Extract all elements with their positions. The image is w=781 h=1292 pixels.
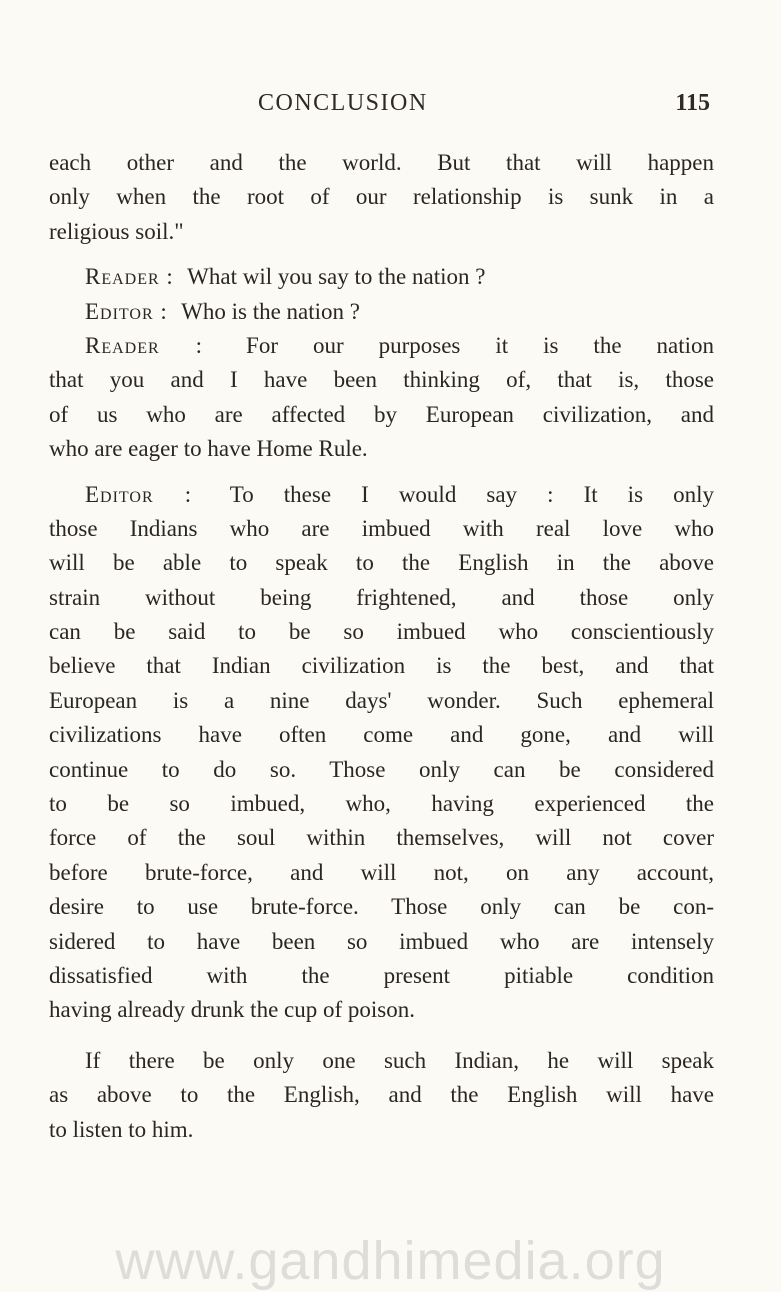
speaker-label: Reader : <box>85 264 174 290</box>
text-line: those Indians who are imbued with real love who <box>49 515 714 541</box>
dialogue-text: To these I would say : It is only <box>229 481 714 507</box>
page-header <box>0 86 781 122</box>
running-head: CONCLUSION <box>258 90 428 116</box>
text-line: before brute-force, and will not, on any account, <box>49 859 714 885</box>
dialogue-line <box>49 329 714 363</box>
text-line: sidered to have been so imbued who are intensely <box>49 928 714 954</box>
text-line: believe that Indian civilization is the best, and that <box>49 653 714 679</box>
body-text <box>49 146 714 1147</box>
text-line: to be so imbued, who, having experienced the <box>49 791 714 817</box>
speaker-label: Editor : <box>85 481 193 507</box>
dialogue-line <box>49 260 714 294</box>
text-line: will be able to speak to the English in the above <box>49 550 714 576</box>
closing-paragraph <box>49 1044 714 1147</box>
speaker-label: Reader : <box>85 332 204 358</box>
paragraph-spacer <box>49 249 714 260</box>
dialogue-line <box>49 478 714 512</box>
text-line: who are eager to have Home Rule. <box>49 436 368 462</box>
website-watermark: www.gandhimedia.org <box>115 1231 666 1291</box>
text-line: force of the soul within themselves, will not cover <box>49 825 714 851</box>
paragraph-spacer <box>49 1028 714 1044</box>
text-line: desire to use brute-force. Those only can be con- <box>49 894 714 920</box>
text-line: can be said to be so imbued who conscientiously <box>49 619 714 645</box>
text-line: having already drunk the cup of poison. <box>49 997 415 1023</box>
dialogue-reader-question <box>49 260 714 294</box>
dialogue-text: Who is the nation ? <box>181 298 360 324</box>
dialogue-editor-answer <box>49 478 714 1028</box>
text-line: dissatisfied with the present pitiable condition <box>49 962 714 988</box>
text-line: as above to the English, and the English will have <box>49 1082 714 1108</box>
speaker-label: Editor : <box>85 298 168 324</box>
text-line: of us who are affected by European civilization, and <box>49 401 714 427</box>
text-line: each other and the world. But that will happen <box>49 150 714 175</box>
text-line: civilizations have often come and gone, and will <box>49 722 714 748</box>
page-number: 115 <box>675 90 710 116</box>
text-line: continue to do so. Those only can be considered <box>49 756 714 782</box>
text-line: to listen to him. <box>49 1116 194 1142</box>
text-line: religious soil." <box>49 218 184 244</box>
dialogue-line <box>49 295 714 329</box>
dialogue-text: What wil you say to the nation ? <box>187 264 486 290</box>
dialogue-editor-question <box>49 295 714 329</box>
dialogue-text: For our purposes it is the nation <box>246 332 714 358</box>
text-line: European is a nine days' wonder. Such ephemeral <box>49 687 714 713</box>
paragraph-continued <box>49 146 714 249</box>
text-line: that you and I have been thinking of, that is, those <box>49 367 714 393</box>
dialogue-reader-answer <box>49 329 714 467</box>
paragraph-spacer <box>49 467 714 478</box>
text-line: If there be only one such Indian, he will speak <box>85 1047 714 1073</box>
text-line: strain without being frightened, and those only <box>49 584 714 610</box>
text-line: only when the root of our relationship is sunk in a <box>49 184 714 210</box>
